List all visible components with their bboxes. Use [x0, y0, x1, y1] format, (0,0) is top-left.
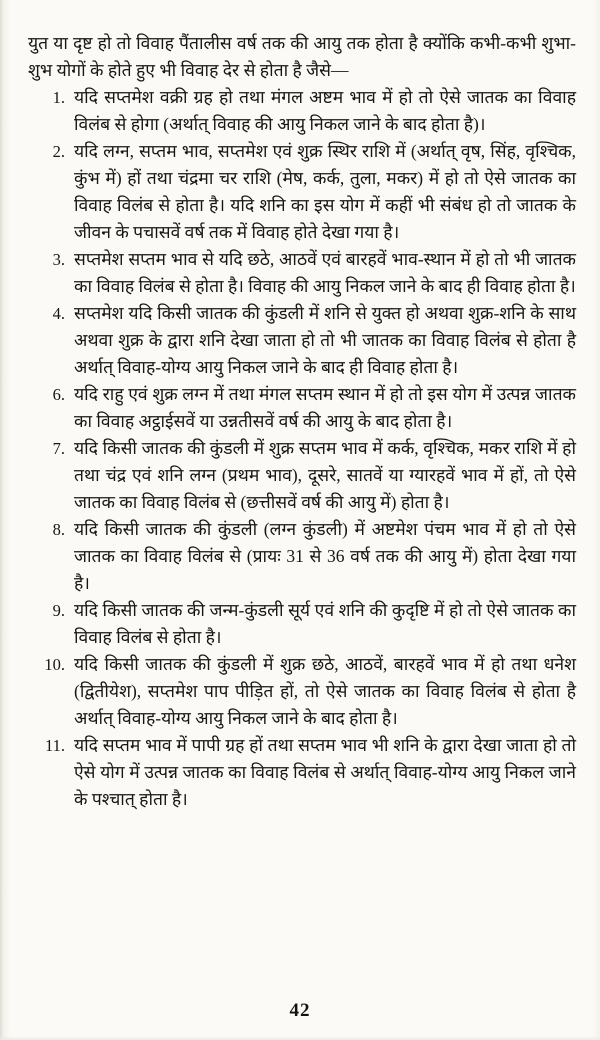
- intro-paragraph: युत या दृष्ट हो तो विवाह पैंतालीस वर्ष तक की आयु तक होता है क्योंकि कभी-कभी शुभा-शुभ योगों के होते हुए भी विवाह देर से होता है जैसे—: [28, 33, 576, 80]
- list-item-text: यदि सप्तम भाव में पापी ग्रह हों तथा सप्तम भाव भी शनि के द्वारा देखा जाता हो तो ऐसे योग में उत्पन्न जातक का विवाह विलंब से अर्थात् विवाह-योग्य आयु निकल जाने के पश्चात् होता है।: [74, 735, 576, 809]
- list-item-number: 4.: [52, 304, 65, 323]
- list-item-text: सप्तमेश यदि किसी जातक की कुंडली में शनि से युक्त हो अथवा शुक्र-शनि के साथ अथवा शुक्र के द्वारा शनि देखा जाता हो तो भी जातक का विवाह विलंब से होता है अर्थात् विवाह-योग्य आयु निकल जाने के बाद ही विवाह होता है।: [74, 303, 576, 377]
- list-item-text: यदि लग्न, सप्तम भाव, सप्तमेश एवं शुक्र स्थिर राशि में (अर्थात् वृष, सिंह, वृश्चिक, कुंभ में) हों तथा चंद्रमा चर राशि (मेष, कर्क, तुला, मकर) में हो तो ऐसे जातक का विवाह विलंब से होता है। यदि शनि का इस योग में कहीं भी संबंध हो तो जातक के जीवन के पचासवें वर्ष तक में विवाह होते देखा गया है।: [74, 141, 576, 242]
- list-item-number: 2.: [52, 142, 65, 161]
- list-item-text: यदि किसी जातक की कुंडली (लग्न कुंडली) में अष्टमेश पंचम भाव में हो तो ऐसे जातक का विवाह विलंब से (प्रायः 31 से 36 वर्ष तक की आयु में) होता देखा गया है।: [74, 519, 576, 593]
- list-item: [28, 651, 576, 732]
- list-item: [28, 516, 576, 597]
- list-item-number: 3.: [52, 250, 65, 269]
- list-item-text: यदि किसी जातक की जन्म-कुंडली सूर्य एवं शनि की कुदृष्टि में हो तो ऐसे जातक का विवाह विलंब से होता है।: [74, 600, 576, 647]
- list-item: [28, 381, 576, 435]
- list-item: [28, 84, 576, 138]
- list-item: [28, 732, 576, 813]
- list-item-text: यदि किसी जातक की कुंडली में शुक्र सप्तम भाव में कर्क, वृश्चिक, मकर राशि में हो तथा चंद्र एवं शनि लग्न (प्रथम भाव), दूसरे, सातवें या ग्यारहवें भाव में हों, तो ऐसे जातक का विवाह विलंब से (छत्तीसवें वर्ष की आयु में) होता है।: [74, 438, 576, 512]
- list-item: [28, 138, 576, 246]
- list-item-number: 1.: [52, 88, 65, 107]
- list-item-text: यदि राहु एवं शुक्र लग्न में तथा मंगल सप्तम स्थान में हो तो इस योग में उत्पन्न जातक का विवाह अट्ठाईसवें या उन्नतीसवें वर्ष की आयु के बाद होता है।: [74, 384, 576, 431]
- list-item: [28, 300, 576, 381]
- list-item-text: यदि किसी जातक की कुंडली में शुक्र छठे, आठवें, बारहवें भाव में हो तथा धनेश (द्वितीयेश), सप्तमेश पाप पीड़ित हों, तो ऐसे जातक का विवाह विलंब से होता है अर्थात् विवाह-योग्य आयु निकल जाने के बाद होता है।: [74, 654, 576, 728]
- list-item: [28, 435, 576, 516]
- list-item-number: 7.: [52, 439, 65, 458]
- list-item-number: 8.: [52, 520, 65, 539]
- list-item-number: 9.: [52, 601, 65, 620]
- list-item-number: 11.: [44, 736, 65, 755]
- page-number: 42: [289, 1000, 311, 1021]
- list-item-number: 10.: [44, 655, 65, 674]
- list-item: [28, 597, 576, 651]
- list-item-text: सप्तमेश सप्तम भाव से यदि छठे, आठवें एवं बारहवें भाव-स्थान में हो तो भी जातक का विवाह विलंब से होता है। विवाह की आयु निकल जाने के बाद ही विवाह होता है।: [74, 249, 576, 296]
- numbered-list: [28, 84, 576, 813]
- scan-edge-shadow: [0, 1036, 600, 1040]
- list-item-number: 6.: [52, 385, 65, 404]
- list-item-text: यदि सप्तमेश वक्री ग्रह हो तथा मंगल अष्टम भाव में हो तो ऐसे जातक का विवाह विलंब से होगा (अर्थात् विवाह की आयु निकल जाने के बाद होता है)।: [74, 87, 576, 134]
- list-item: [28, 246, 576, 300]
